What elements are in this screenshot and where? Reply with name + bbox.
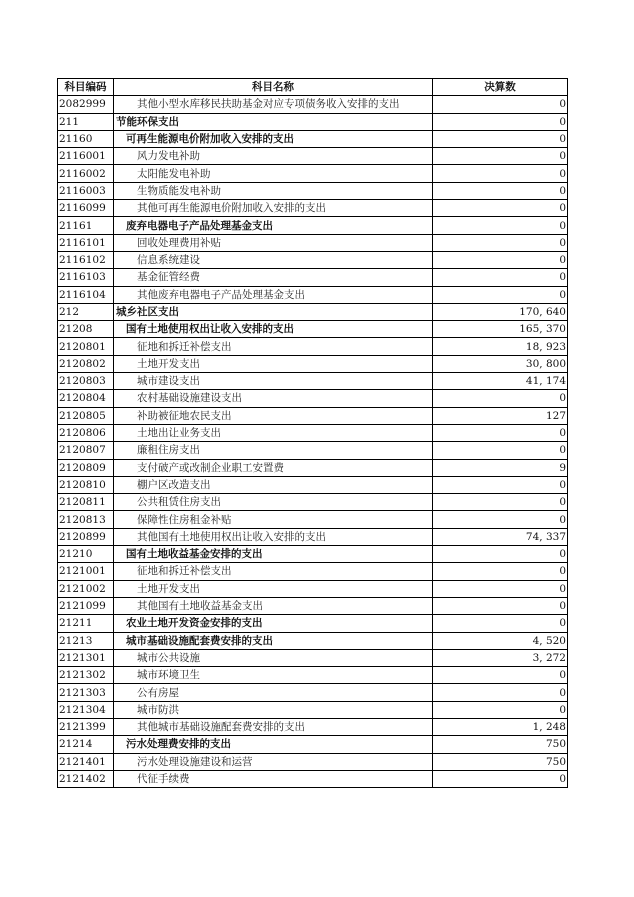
amount-cell: 0	[433, 182, 568, 199]
name-cell: 支付破产或改制企业职工安置费	[114, 459, 433, 476]
code-cell: 2120802	[58, 355, 114, 372]
amount-cell: 0	[433, 390, 568, 407]
code-cell: 2116001	[58, 148, 114, 165]
amount-cell: 0	[433, 269, 568, 286]
amount-cell: 0	[433, 494, 568, 511]
name-cell: 征地和拆迁补偿支出	[114, 563, 433, 580]
code-cell: 2121301	[58, 649, 114, 666]
code-cell: 2121303	[58, 684, 114, 701]
amount-cell: 0	[433, 580, 568, 597]
code-cell: 21210	[58, 546, 114, 563]
amount-cell: 0	[433, 442, 568, 459]
name-cell: 其他国有土地收益基金支出	[114, 597, 433, 614]
name-cell: 其他国有土地使用权出让收入安排的支出	[114, 528, 433, 545]
name-cell: 公共租赁住房支出	[114, 494, 433, 511]
table-row	[58, 407, 568, 424]
table-row	[58, 338, 568, 355]
table-row	[58, 286, 568, 303]
code-cell: 2082999	[58, 96, 114, 113]
name-cell: 棚户区改造支出	[114, 476, 433, 493]
table-body	[58, 96, 568, 788]
name-cell: 土地出让业务支出	[114, 424, 433, 441]
header-amount: 决算数	[433, 79, 568, 96]
table-row	[58, 580, 568, 597]
amount-cell: 1, 248	[433, 718, 568, 735]
table-row	[58, 563, 568, 580]
header-name: 科目名称	[114, 79, 433, 96]
code-cell: 2116104	[58, 286, 114, 303]
name-cell: 基金征管经费	[114, 269, 433, 286]
code-cell: 2120807	[58, 442, 114, 459]
amount-cell: 0	[433, 546, 568, 563]
table-row	[58, 476, 568, 493]
amount-cell: 0	[433, 130, 568, 147]
amount-cell: 0	[433, 424, 568, 441]
name-cell: 可再生能源电价附加收入安排的支出	[114, 130, 433, 147]
name-cell: 其他小型水库移民扶助基金对应专项债务收入安排的支出	[114, 96, 433, 113]
code-cell: 2121002	[58, 580, 114, 597]
code-cell: 211	[58, 113, 114, 130]
name-cell: 其他废弃电器电子产品处理基金支出	[114, 286, 433, 303]
amount-cell: 4, 520	[433, 632, 568, 649]
code-cell: 2120899	[58, 528, 114, 545]
amount-cell: 0	[433, 667, 568, 684]
code-cell: 2120806	[58, 424, 114, 441]
amount-cell: 0	[433, 217, 568, 234]
table-row	[58, 511, 568, 528]
name-cell: 国有土地使用权出让收入安排的支出	[114, 321, 433, 338]
name-cell: 征地和拆迁补偿支出	[114, 338, 433, 355]
amount-cell: 0	[433, 701, 568, 718]
code-cell: 2120813	[58, 511, 114, 528]
code-cell: 2121099	[58, 597, 114, 614]
name-cell: 农村基础设施建设支出	[114, 390, 433, 407]
table-row	[58, 321, 568, 338]
table-row	[58, 96, 568, 113]
budget-table	[57, 78, 568, 788]
code-cell: 2116003	[58, 182, 114, 199]
name-cell: 补助被征地农民支出	[114, 407, 433, 424]
code-cell: 2116103	[58, 269, 114, 286]
name-cell: 废弃电器电子产品处理基金支出	[114, 217, 433, 234]
code-cell: 2120801	[58, 338, 114, 355]
code-cell: 2116101	[58, 234, 114, 251]
amount-cell: 0	[433, 286, 568, 303]
table-row	[58, 649, 568, 666]
name-cell: 土地开发支出	[114, 580, 433, 597]
code-cell: 212	[58, 303, 114, 320]
amount-cell: 0	[433, 563, 568, 580]
table-row	[58, 424, 568, 441]
table-row	[58, 718, 568, 735]
table-row	[58, 632, 568, 649]
name-cell: 城乡社区支出	[114, 303, 433, 320]
name-cell: 节能环保支出	[114, 113, 433, 130]
amount-cell: 0	[433, 251, 568, 268]
amount-cell: 9	[433, 459, 568, 476]
table-row	[58, 615, 568, 632]
code-cell: 2121399	[58, 718, 114, 735]
amount-cell: 3, 272	[433, 649, 568, 666]
table-row	[58, 753, 568, 770]
amount-cell: 0	[433, 770, 568, 787]
table-row	[58, 442, 568, 459]
table-row	[58, 251, 568, 268]
name-cell: 城市环境卫生	[114, 667, 433, 684]
amount-cell: 0	[433, 200, 568, 217]
amount-cell: 41, 174	[433, 373, 568, 390]
table-row	[58, 390, 568, 407]
code-cell: 2120809	[58, 459, 114, 476]
amount-cell: 18, 923	[433, 338, 568, 355]
amount-cell: 0	[433, 597, 568, 614]
amount-cell: 74, 337	[433, 528, 568, 545]
name-cell: 土地开发支出	[114, 355, 433, 372]
table-row	[58, 597, 568, 614]
code-cell: 2121304	[58, 701, 114, 718]
amount-cell: 750	[433, 753, 568, 770]
table-row	[58, 217, 568, 234]
code-cell: 21211	[58, 615, 114, 632]
name-cell: 生物质能发电补助	[114, 182, 433, 199]
name-cell: 保障性住房租金补贴	[114, 511, 433, 528]
name-cell: 风力发电补助	[114, 148, 433, 165]
amount-cell: 0	[433, 113, 568, 130]
amount-cell: 0	[433, 165, 568, 182]
name-cell: 城市建设支出	[114, 373, 433, 390]
code-cell: 2116102	[58, 251, 114, 268]
code-cell: 2120805	[58, 407, 114, 424]
code-cell: 2121302	[58, 667, 114, 684]
table-row	[58, 113, 568, 130]
table-row	[58, 200, 568, 217]
table-row	[58, 770, 568, 787]
name-cell: 代征手续费	[114, 770, 433, 787]
table-row	[58, 355, 568, 372]
table-row	[58, 234, 568, 251]
code-cell: 2120803	[58, 373, 114, 390]
name-cell: 其他可再生能源电价附加收入安排的支出	[114, 200, 433, 217]
table-row	[58, 736, 568, 753]
code-cell: 2120804	[58, 390, 114, 407]
table-row	[58, 701, 568, 718]
name-cell: 城市基础设施配套费安排的支出	[114, 632, 433, 649]
name-cell: 污水处理设施建设和运营	[114, 753, 433, 770]
code-cell: 2120810	[58, 476, 114, 493]
table-row	[58, 373, 568, 390]
name-cell: 农业土地开发资金安排的支出	[114, 615, 433, 632]
header-code: 科目编码	[58, 79, 114, 96]
amount-cell: 0	[433, 615, 568, 632]
name-cell: 城市防洪	[114, 701, 433, 718]
table-row	[58, 269, 568, 286]
name-cell: 回收处理费用补贴	[114, 234, 433, 251]
table-row	[58, 148, 568, 165]
code-cell: 2116099	[58, 200, 114, 217]
amount-cell: 0	[433, 684, 568, 701]
code-cell: 21160	[58, 130, 114, 147]
name-cell: 太阳能发电补助	[114, 165, 433, 182]
amount-cell: 0	[433, 511, 568, 528]
table-row	[58, 182, 568, 199]
amount-cell: 0	[433, 476, 568, 493]
code-cell: 21214	[58, 736, 114, 753]
table-header-row	[58, 79, 568, 96]
table-row	[58, 130, 568, 147]
table-row	[58, 165, 568, 182]
amount-cell: 0	[433, 96, 568, 113]
code-cell: 2121402	[58, 770, 114, 787]
amount-cell: 127	[433, 407, 568, 424]
table-row	[58, 494, 568, 511]
name-cell: 公有房屋	[114, 684, 433, 701]
code-cell: 2116002	[58, 165, 114, 182]
table-row	[58, 528, 568, 545]
name-cell: 廉租住房支出	[114, 442, 433, 459]
code-cell: 2121401	[58, 753, 114, 770]
amount-cell: 30, 800	[433, 355, 568, 372]
name-cell: 信息系统建设	[114, 251, 433, 268]
table-row	[58, 546, 568, 563]
name-cell: 其他城市基础设施配套费安排的支出	[114, 718, 433, 735]
table-row	[58, 303, 568, 320]
code-cell: 2121001	[58, 563, 114, 580]
table-row	[58, 459, 568, 476]
amount-cell: 170, 640	[433, 303, 568, 320]
name-cell: 国有土地收益基金安排的支出	[114, 546, 433, 563]
name-cell: 城市公共设施	[114, 649, 433, 666]
name-cell: 污水处理费安排的支出	[114, 736, 433, 753]
code-cell: 21213	[58, 632, 114, 649]
table-row	[58, 667, 568, 684]
table-row	[58, 684, 568, 701]
code-cell: 2120811	[58, 494, 114, 511]
code-cell: 21161	[58, 217, 114, 234]
amount-cell: 0	[433, 148, 568, 165]
amount-cell: 0	[433, 234, 568, 251]
amount-cell: 750	[433, 736, 568, 753]
code-cell: 21208	[58, 321, 114, 338]
amount-cell: 165, 370	[433, 321, 568, 338]
